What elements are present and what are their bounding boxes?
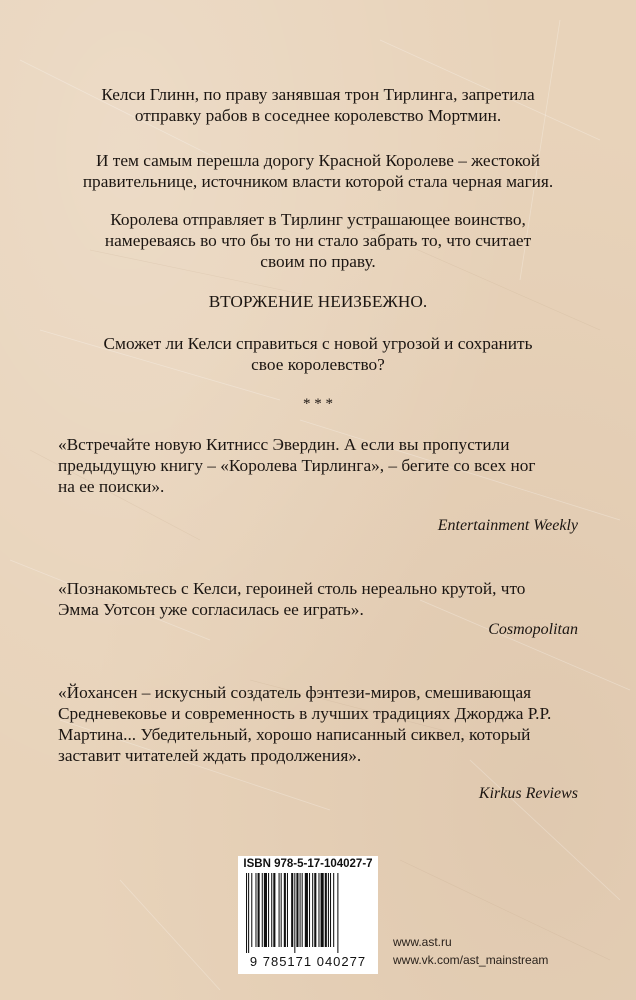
website-link[interactable]: www.ast.ru: [393, 935, 452, 949]
headline: ВТОРЖЕНИЕ НЕИЗБЕЖНО.: [208, 292, 428, 311]
blurb-paragraph-4: Сможет ли Келси справиться с новой угрозой и сохранить свое королевство?: [103, 334, 533, 374]
isbn-barcode: [238, 856, 378, 974]
separator: * * *: [303, 396, 333, 412]
review-source-2: Cosmopolitan: [488, 621, 578, 638]
review-source-3: Kirkus Reviews: [478, 785, 578, 802]
blurb-paragraph-2: И тем самым перешла дорогу Красной Королеве – жестокой правительнице, источником власти которой стала черная магия.: [82, 151, 554, 191]
barcode-bars: [244, 873, 372, 953]
review-source-1: Entertainment Weekly: [437, 517, 578, 534]
isbn-label: ISBN 978-5-17-104027-7: [243, 858, 373, 870]
barcode-number: 9 785171 040277: [249, 954, 367, 969]
review-quote-2: «Познакомьтесь с Келси, героиней столь нереально крутой, что Эмма Уотсон уже согласилась ее играть».: [58, 579, 526, 619]
blurb-paragraph-3: Королева отправляет в Тирлинг устрашающее воинство, намереваясь во что бы то ни стало забрать то, что считает своим по праву.: [104, 210, 532, 271]
review-quote-3: «Йохансен – искусный создатель фэнтези-миров, смешивающая Средневековье и современность в лучших традициях Джорджа Р.Р. Мартина... Убедительный, хорошо написанный сиквел, который заставит читателей ждать продолжения».: [58, 683, 552, 765]
blurb-paragraph-1: Келси Глинн, по праву занявшая трон Тирлинга, запретила отправку рабов в соседнее королевство Мортмин.: [101, 85, 535, 125]
vk-link[interactable]: www.vk.com/ast_mainstream: [393, 953, 549, 967]
review-quote-1: «Встречайте новую Китнисс Эвердин. А если вы пропустили предыдущую книгу – «Королева Тирлинга», – бегите со всех ног на ее поиски».: [58, 435, 536, 496]
